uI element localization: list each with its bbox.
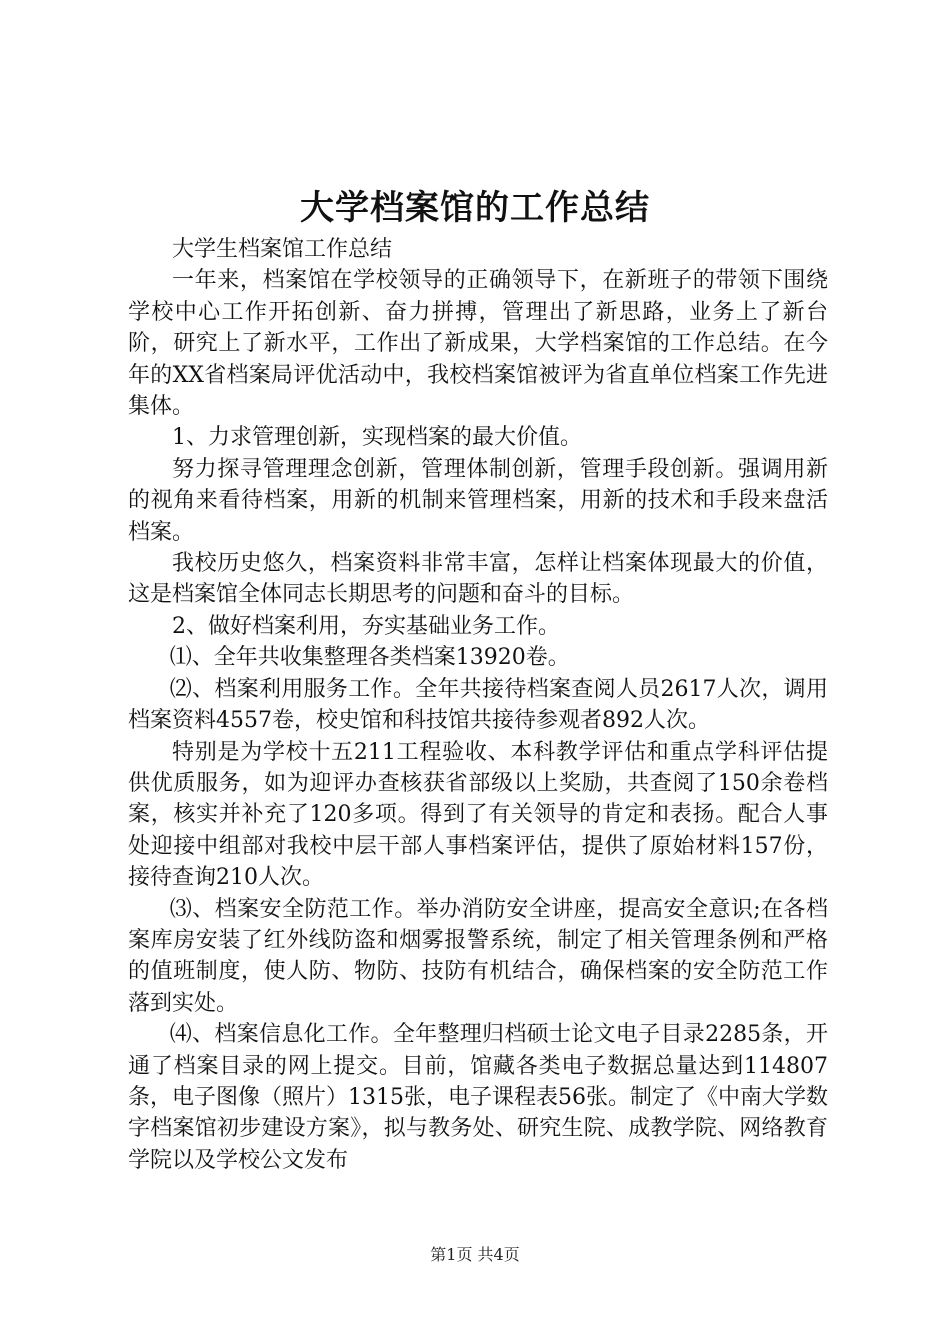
list-item-4: ⑷、档案信息化工作。全年整理归档硕士论文电子目录2285条，开通了档案目录的网上提交。目前，馆藏各类电子数据总量达到114807条，电子图像（照片）1315张，电子课程表56张。制定了《中南大学数字档案馆初步建设方案》，拟与教务处、研究生院、成教学院、网络教育学院以及学校公文发布: [128, 1022, 828, 1173]
list-item-1: ⑴、全年共收集整理各类档案13920卷。: [169, 645, 570, 671]
paragraph-intro: 一年来，档案馆在学校领导的正确领导下，在新班子的带领下围绕学校中心工作开拓创新、奋力拼搏，管理出了新思路，业务上了新台阶，研究上了新水平，工作出了新成果，大学档案馆的工作总结。在今年的XX省档案局评优活动中，我校档案馆被评为省直单位档案工作先进集体。: [128, 268, 828, 420]
list-item-3: ⑶、档案安全防范工作。举办消防安全讲座，提高安全意识;在各档案库房安装了红外线防盗和烟雾报警系统，制定了相关管理条例和严格的值班制度，使人防、物防、技防有机结合，确保档案的安全防范工作落到实处。: [128, 896, 828, 1016]
list-item-2: ⑵、档案利用服务工作。全年共接待档案查阅人员2617人次，调用档案资料4557卷，校史馆和科技馆共接待参观者892人次。: [128, 676, 828, 734]
paragraph-innovation: 努力探寻管理理念创新，管理体制创新，管理手段创新。强调用新的视角来看待档案，用新的机制来管理档案，用新的技术和手段来盘活档案。: [128, 456, 828, 545]
heading-section-1: 1、力求管理创新，实现档案的最大价值。: [172, 425, 582, 451]
page-title: 大学档案馆的工作总结: [300, 188, 650, 228]
heading-section-2: 2、做好档案利用，夯实基础业务工作。: [172, 613, 560, 639]
paragraph-subtitle: 大学生档案馆工作总结: [172, 237, 393, 262]
document-body: [128, 234, 828, 1176]
page-footer: 第1页 共4页: [430, 1245, 520, 1264]
paragraph-history: 我校历史悠久，档案资料非常丰富，怎样让档案体现最大的价值，这是档案馆全体同志长期思考的问题和奋斗的目标。: [128, 551, 828, 608]
paragraph-evaluation: 特别是为学校十五211工程验收、本科教学评估和重点学科评估提供优质服务，如为迎评办查核获省部级以上奖励，共查阅了150余卷档案，核实并补充了120多项。得到了有关领导的肯定和表扬。配合人事处迎接中组部对我校中层干部人事档案评估，提供了原始材料157份，接待查询210人次。: [128, 739, 828, 891]
